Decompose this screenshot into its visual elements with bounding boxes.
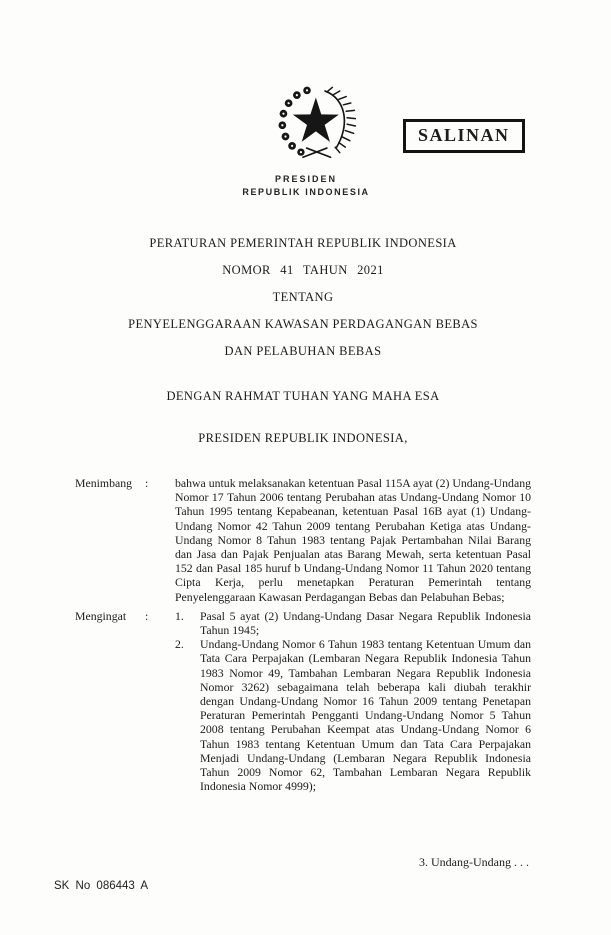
document-body: [75, 476, 531, 793]
considering-colon: :: [145, 476, 149, 490]
tentang-label: TENTANG: [272, 290, 334, 304]
recalling-section: [75, 609, 531, 794]
letterhead: [156, 174, 456, 197]
title-block: [75, 236, 531, 371]
considering-section: [75, 476, 531, 604]
recalling-list: [175, 609, 531, 794]
regulation-title: PERATURAN PEMERINTAH REPUBLIK INDONESIA: [149, 236, 457, 250]
authority-line: PRESIDEN REPUBLIK INDONESIA,: [198, 431, 408, 445]
recalling-item-number: 1.: [175, 608, 184, 623]
recalling-item: [175, 637, 531, 793]
catchword: 3. Undang-Undang . . .: [419, 855, 529, 869]
recalling-item: [175, 609, 531, 637]
considering-label: Menimbang: [75, 476, 133, 490]
letterhead-republik-indonesia: REPUBLIK INDONESIA: [242, 187, 370, 197]
presidential-emblem-icon: [268, 84, 360, 168]
recalling-colon: :: [145, 608, 149, 623]
sk-number: SK No 086443 A: [54, 880, 149, 892]
salinan-stamp: SALINAN: [403, 119, 525, 153]
subject-line-2: DAN PELABUHAN BEBAS: [224, 344, 382, 358]
subject-line-1: PENYELENGGARAAN KAWASAN PERDAGANGAN BEBAS: [128, 317, 478, 331]
recalling-label: Mengingat: [75, 608, 127, 623]
regulation-number: NOMOR 41 TAHUN 2021: [222, 263, 384, 277]
recalling-item-number: 2.: [175, 637, 184, 652]
invocation-line: DENGAN RAHMAT TUHAN YANG MAHA ESA: [166, 389, 440, 403]
letterhead-presiden: PRESIDEN: [274, 174, 337, 184]
recalling-item-text: Pasal 5 ayat (2) Undang-Undang Dasar Negara Republik Indonesia Tahun 1945;: [200, 608, 531, 638]
considering-text: bahwa untuk melaksanakan ketentuan Pasal 115A ayat (2) Undang-Undang Nomor 17 Tahun 2006 tentang Perubahan atas Undang-Undang Nomor 10 Tahun 1995 tentang Kepabeanan, ketentuan Pasal 16B ayat (1) Undang-Undang Nomor 42 Tahun 2009 tentang Perubahan Ketiga atas Undang-Undang Nomor 8 Tahun 1983 tentang Pajak Pertambahan Nilai Barang dan Jasa dan Pajak Penjualan atas Barang Mewah, serta ketentuan Pasal 152 dan Pasal 185 huruf b Undang-Undang Nomor 11 Tahun 2020 tentang Cipta Kerja, perlu menetapkan Peraturan Pemerintah tentang Penyelenggaraan Kawasan Perdagangan Bebas dan Pelabuhan Bebas;: [175, 476, 531, 604]
recalling-item-text: Undang-Undang Nomor 6 Tahun 1983 tentang Ketentuan Umum dan Tata Cara Perpajakan (Lembaran Negara Republik Indonesia Tahun 1983 Nomor 49, Tambahan Lembaran Negara Republik Indonesia Nomor 3262) sebagaimana telah beberapa kali diubah terakhir dengan Undang-Undang Nomor 16 Tahun 2009 tentang Penetapan Peraturan Pemerintah Pengganti Undang-Undang Nomor 5 Tahun 2008 tentang Perubahan Keempat atas Undang-Undang Nomor 6 Tahun 1983 tentang Ketentuan Umum dan Tata Cara Perpajakan Menjadi Undang-Undang (Lembaran Negara Republik Indonesia Tahun 2009 Nomor 62, Tambahan Lembaran Negara Republik Indonesia Nomor 4999);: [200, 637, 531, 794]
